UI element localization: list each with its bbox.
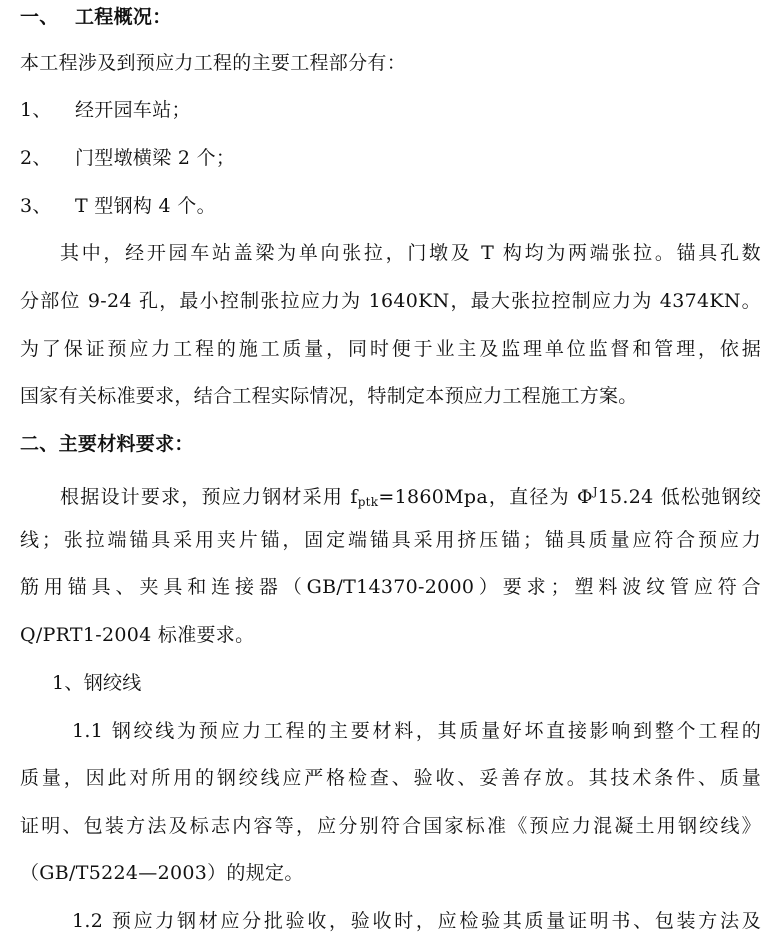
- list-item-number: 3、: [20, 195, 52, 217]
- section2-paragraph-line: [60, 477, 761, 507]
- subsection-paragraph-line: 证明、包装方法及标志内容等，应分别符合国家标准《预应力混凝土用钢绞线》: [20, 815, 761, 837]
- list-item-number: 2、: [20, 147, 52, 169]
- subsection-paragraph-line: （GB/T5224—2003）的规定。: [20, 862, 304, 884]
- material-text: =1860Mpa，直径为 Φ: [378, 486, 593, 508]
- subsection-paragraph-line: 1.2 预应力钢材应分批验收，验收时，应检验其质量证明书、包装方法及: [72, 910, 761, 932]
- section2-paragraph-line: Q/PRT1-2004 标准要求。: [20, 624, 255, 646]
- subsection-paragraph-line: 1.1 钢绞线为预应力工程的主要材料，其质量好坏直接影响到整个工程的: [72, 720, 761, 742]
- section1-paragraph-line: 为了保证预应力工程的施工质量，同时便于业主及监理单位监督和管理，依据: [20, 338, 761, 360]
- subsection-paragraph-line: 质量，因此对所用的钢绞线应严格检查、验收、妥善存放。其技术条件、质量: [20, 767, 761, 789]
- list-item-text: T 型钢构 4 个。: [75, 195, 216, 217]
- list-item-text: 经开园车站；: [75, 99, 191, 121]
- section1-paragraph-line: 分部位 9-24 孔，最小控制张拉应力为 1640KN，最大张拉控制应力为 4374KN。: [20, 290, 761, 312]
- section1-heading-number: 一、: [20, 6, 59, 28]
- material-text: 根据设计要求，预应力钢材采用 f: [60, 486, 358, 508]
- section1-intro: 本工程涉及到预应力工程的主要工程部分有：: [20, 52, 407, 74]
- section2-heading: 二、主要材料要求：: [20, 433, 194, 455]
- j-superscript: J: [592, 485, 598, 498]
- section2-paragraph-line: 线；张拉端锚具采用夹片锚，固定端锚具采用挤压锚；锚具质量应符合预应力: [20, 529, 761, 551]
- list-item: [20, 95, 191, 125]
- subsection-title: 1、钢绞线: [52, 672, 142, 694]
- ptk-subscript: ptk: [357, 495, 379, 509]
- section1-heading-text: 工程概况：: [75, 6, 172, 28]
- section2-paragraph-line: 筋用锚具、夹具和连接器（GB/T14370-2000）要求；塑料波纹管应符合: [20, 576, 761, 598]
- list-item: [20, 143, 235, 173]
- section1-paragraph-line: 其中，经开园车站盖梁为单向张拉，门墩及 T 构均为两端张拉。锚具孔数: [60, 242, 761, 264]
- list-item-text: 门型墩横梁 2 个；: [75, 147, 236, 169]
- section1-paragraph-line: 国家有关标准要求，结合工程实际情况，特制定本预应力工程施工方案。: [20, 385, 638, 407]
- list-item-number: 1、: [20, 99, 52, 121]
- section1-heading: [20, 2, 172, 32]
- material-text: 15.24 低松弛钢绞: [597, 486, 761, 508]
- list-item: [20, 191, 216, 221]
